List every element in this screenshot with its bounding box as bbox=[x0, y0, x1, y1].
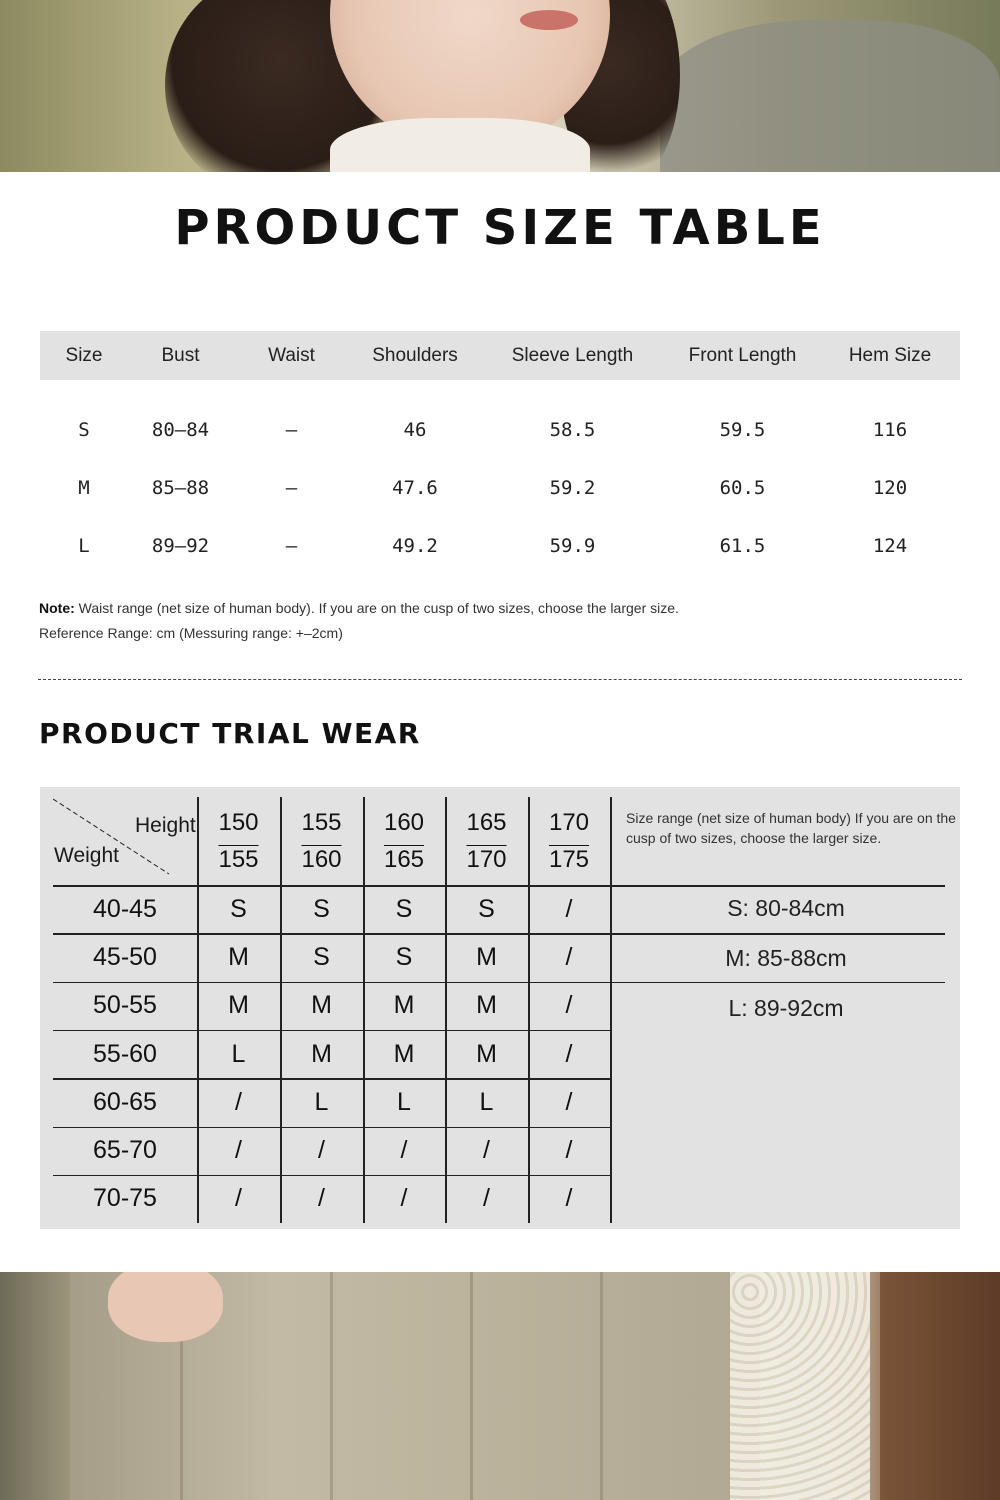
range-l: L: 89-92cm bbox=[728, 995, 844, 1021]
weight-row-label: 50-55 bbox=[93, 991, 157, 1020]
header-bust: Bust bbox=[161, 344, 200, 366]
height-to: 170 bbox=[466, 846, 507, 873]
weight-row-label: 65-70 bbox=[93, 1136, 157, 1165]
size-cell: M bbox=[476, 942, 497, 971]
range-s: S: 80-84cm bbox=[727, 895, 845, 921]
grid-hline bbox=[53, 885, 945, 887]
grid-hline bbox=[53, 982, 945, 984]
side-note: Size range (net size of human body) If you are on the cusp of two sizes, choose the larger size. bbox=[626, 810, 956, 846]
size-cell: S bbox=[395, 894, 413, 923]
size-cell: / bbox=[565, 942, 573, 971]
size-cell: / bbox=[483, 1136, 490, 1165]
size-cell: / bbox=[400, 1136, 408, 1165]
grid-vline bbox=[610, 797, 612, 1223]
table-row bbox=[40, 401, 960, 459]
size-cell: / bbox=[565, 1136, 573, 1165]
size-cell: / bbox=[400, 1184, 408, 1213]
cell-hem-size: 124 bbox=[872, 535, 908, 557]
corner-weight-label: Weight bbox=[54, 844, 119, 867]
cell-bust: 89–92 bbox=[151, 535, 210, 557]
size-cell: / bbox=[565, 991, 573, 1020]
height-from: 150 bbox=[218, 809, 259, 836]
grid-vline bbox=[445, 797, 447, 1223]
weight-row-label: 60-65 bbox=[93, 1087, 157, 1116]
size-cell: M bbox=[393, 991, 415, 1020]
size-cell: S bbox=[395, 942, 413, 971]
weight-row-label: 70-75 bbox=[93, 1184, 157, 1213]
grid-hline bbox=[53, 933, 945, 935]
cell-waist: – bbox=[285, 535, 298, 557]
table-row bbox=[40, 459, 960, 517]
header-front-length: Front Length bbox=[688, 344, 797, 366]
size-cell: / bbox=[235, 1136, 242, 1165]
top-product-photo bbox=[0, 0, 1000, 172]
grid-vline bbox=[280, 797, 282, 1223]
cell-waist: – bbox=[285, 419, 298, 441]
height-col-header bbox=[363, 797, 445, 885]
size-cell: L bbox=[231, 1039, 246, 1068]
cell-size: L bbox=[78, 535, 90, 557]
height-to: 160 bbox=[301, 846, 342, 873]
size-cell: M bbox=[311, 991, 332, 1020]
note-text: Waist range (net size of human body). If you are on the cusp of two sizes, choose the larger size. bbox=[74, 600, 679, 616]
cell-front-length: 59.5 bbox=[719, 419, 766, 441]
cell-sleeve-length: 58.5 bbox=[549, 419, 596, 441]
size-cell: S bbox=[313, 942, 330, 971]
weight-row-label: 45-50 bbox=[93, 942, 157, 971]
size-cell: L bbox=[479, 1087, 494, 1116]
size-cell: / bbox=[565, 1184, 573, 1213]
size-cell: / bbox=[235, 1184, 242, 1213]
grid-vline bbox=[197, 797, 199, 1223]
cell-sleeve-length: 59.9 bbox=[549, 535, 596, 557]
cell-sleeve-length: 59.2 bbox=[549, 477, 596, 499]
height-col-header bbox=[528, 797, 610, 885]
size-cell: M bbox=[476, 991, 497, 1020]
weight-row-label: 55-60 bbox=[93, 1039, 157, 1068]
size-cell: M bbox=[228, 991, 249, 1020]
size-table-header bbox=[40, 331, 960, 380]
cell-bust: 85–88 bbox=[151, 477, 210, 499]
size-cell: M bbox=[476, 1039, 497, 1068]
section-divider bbox=[38, 679, 962, 680]
cell-size: M bbox=[78, 477, 90, 499]
corner-height-label: Height bbox=[135, 814, 196, 837]
height-from: 160 bbox=[383, 809, 425, 836]
cell-hem-size: 120 bbox=[872, 477, 908, 499]
size-cell: / bbox=[318, 1184, 325, 1213]
height-col-header bbox=[197, 797, 280, 885]
size-cell: / bbox=[235, 1087, 242, 1116]
height-col-header bbox=[445, 797, 528, 885]
size-cell: S bbox=[313, 894, 330, 923]
cell-front-length: 60.5 bbox=[719, 477, 766, 499]
grid-hline bbox=[53, 1030, 610, 1032]
size-cell: M bbox=[311, 1039, 332, 1068]
header-hem-size: Hem Size bbox=[848, 344, 932, 366]
cell-waist: – bbox=[285, 477, 298, 499]
cell-shoulders: 46 bbox=[403, 419, 427, 441]
table-row bbox=[40, 517, 960, 575]
cell-hem-size: 116 bbox=[872, 419, 908, 441]
height-col-header bbox=[280, 797, 363, 885]
grid-vline bbox=[528, 797, 530, 1223]
header-shoulders: Shoulders bbox=[372, 344, 458, 366]
size-cell: L bbox=[314, 1087, 329, 1116]
cell-front-length: 61.5 bbox=[719, 535, 766, 557]
size-cell: S bbox=[478, 894, 495, 923]
size-cell: / bbox=[483, 1184, 490, 1213]
grid-hline bbox=[53, 1078, 610, 1080]
range-m: M: 85-88cm bbox=[725, 945, 847, 971]
height-to: 165 bbox=[383, 846, 425, 873]
grid-hline bbox=[53, 1175, 610, 1177]
height-from: 165 bbox=[466, 809, 507, 836]
trial-wear-table bbox=[40, 787, 960, 1229]
cell-shoulders: 49.2 bbox=[392, 535, 438, 557]
cell-bust: 80–84 bbox=[151, 419, 210, 441]
size-cell: L bbox=[397, 1087, 411, 1116]
grid-vline bbox=[363, 797, 365, 1223]
height-to: 175 bbox=[548, 846, 590, 873]
header-size: Size bbox=[65, 344, 103, 366]
height-from: 170 bbox=[548, 809, 590, 836]
size-cell: S bbox=[230, 894, 247, 923]
trial-wear-title: PRODUCT TRIAL WEAR bbox=[39, 717, 421, 750]
weight-row-label: 40-45 bbox=[93, 894, 157, 923]
bottom-product-photo bbox=[0, 1272, 1000, 1500]
size-cell: / bbox=[565, 1039, 573, 1068]
height-to: 155 bbox=[218, 846, 259, 873]
size-table bbox=[40, 331, 960, 575]
size-cell: / bbox=[318, 1136, 325, 1165]
height-from: 155 bbox=[301, 809, 342, 836]
size-note bbox=[39, 596, 679, 646]
size-table-title: PRODUCT SIZE TABLE bbox=[174, 200, 826, 256]
header-waist: Waist bbox=[268, 344, 315, 366]
size-cell: / bbox=[565, 1087, 573, 1116]
size-cell: M bbox=[228, 942, 249, 971]
reference-range: Reference Range: cm (Messuring range: +–2cm) bbox=[39, 625, 343, 641]
grid-hline bbox=[53, 1127, 610, 1129]
size-cell: M bbox=[393, 1039, 415, 1068]
cell-size: S bbox=[78, 419, 90, 441]
size-cell: / bbox=[565, 894, 573, 923]
note-label: Note: bbox=[39, 600, 75, 616]
cell-shoulders: 47.6 bbox=[392, 477, 438, 499]
header-sleeve-length: Sleeve Length bbox=[511, 344, 634, 366]
